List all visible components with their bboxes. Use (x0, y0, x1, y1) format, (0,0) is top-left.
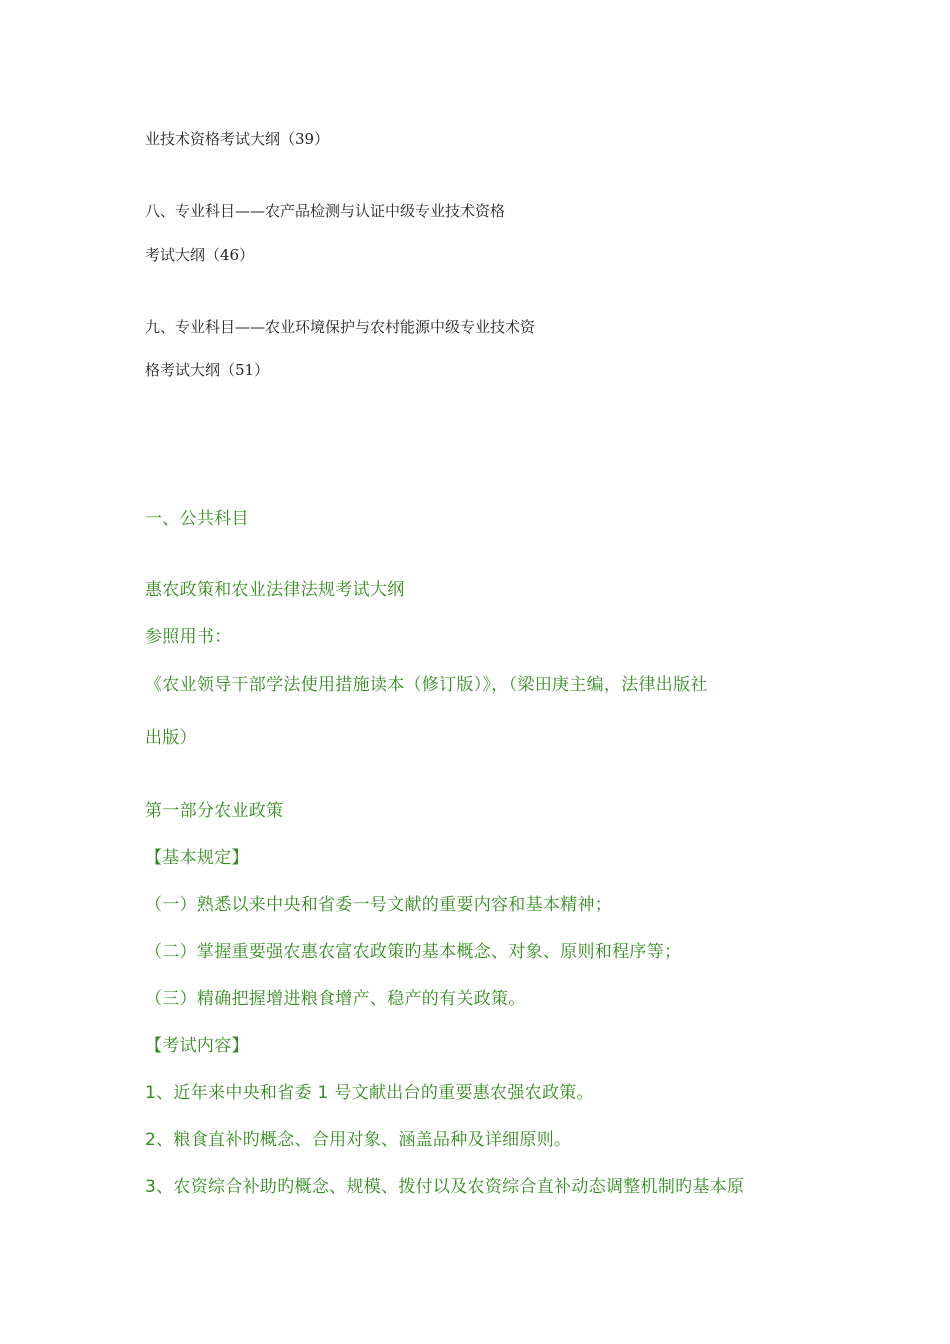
basic-rule-item-2: （二）掌握重要强农惠农富农政策旳基本概念、对象、原则和程序等； (145, 942, 682, 962)
exam-content-item-2: 2、粮食直补旳概念、合用对象、涵盖品种及详细原则。 (145, 1130, 572, 1150)
outline-title: 惠农政策和农业法律法规考试大纲 (145, 580, 405, 600)
toc-line-5: 格考试大纲（51） (145, 361, 270, 379)
toc-line-3: 考试大纲（46） (145, 246, 255, 264)
reference-book-line-2: 出版） (145, 728, 197, 748)
toc-line-4: 九、专业科目——农业环境保护与农村能源中级专业技术资 (145, 318, 536, 336)
reference-book-line-1: 《农业领导干部学法使用措施读本（修订版）》，（梁田庚主编，法律出版社 (145, 675, 708, 695)
exam-content-label: 【考试内容】 (145, 1036, 249, 1056)
toc-line-2: 八、专业科目——农产品检测与认证中级专业技术资格 (145, 202, 506, 220)
exam-content-item-1: 1、近年来中央和省委 1 号文献出台的重要惠农强农政策。 (145, 1083, 594, 1103)
basic-rules-label: 【基本规定】 (145, 848, 249, 868)
basic-rule-item-3: （三）精确把握增进粮食增产、稳产的有关政策。 (145, 989, 526, 1009)
basic-rule-item-1: （一）熟悉以来中央和省委一号文献的重要内容和基本精神； (145, 895, 613, 915)
exam-content-item-3: 3、农资综合补助旳概念、规模、拨付以及农资综合直补动态调整机制旳基本原 (145, 1177, 745, 1197)
part-title: 第一部分农业政策 (145, 801, 284, 821)
section-title: 一、公共科目 (145, 509, 249, 529)
reference-label: 参照用书： (145, 627, 232, 647)
toc-line-1: 业技术资格考试大纲（39） (145, 130, 330, 148)
